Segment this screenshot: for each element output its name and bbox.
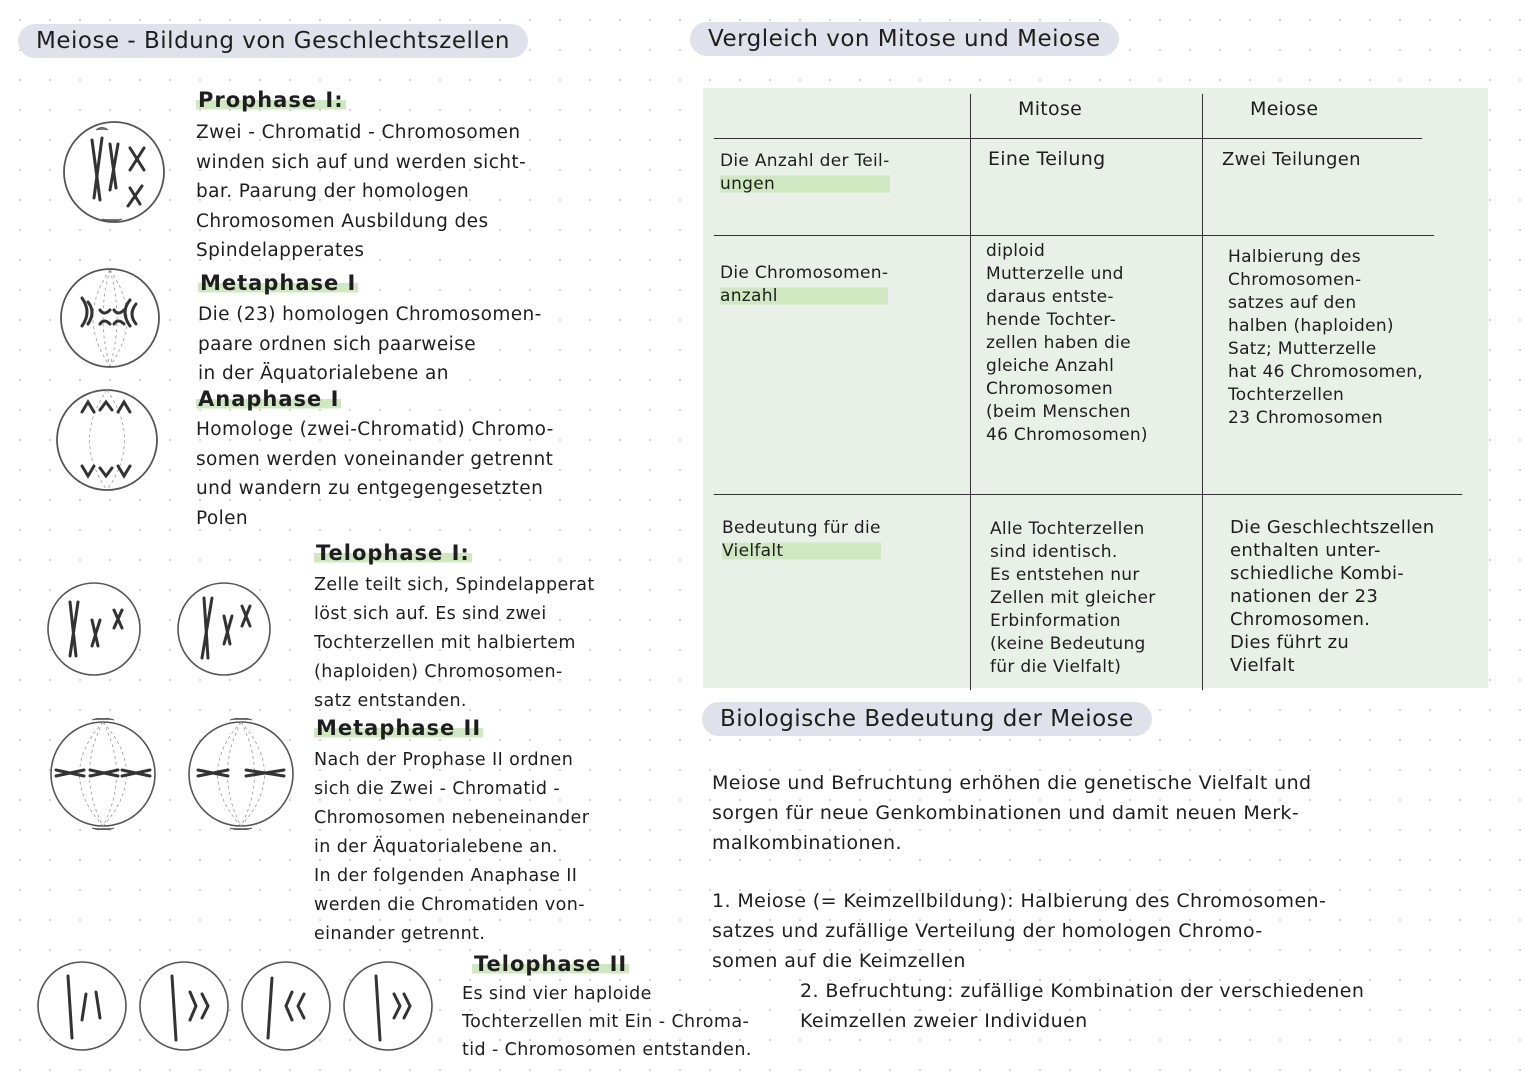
biology-intro: Meiose und Befruchtung erhöhen die genetische Vielfalt und sorgen für neue Genkombinationen und damit neuen Merk- malkombinationen. bbox=[712, 772, 1312, 854]
biology-point-2: 2. Befruchtung: zufällige Kombination der verschiedenen Keimzellen zweier Individuen bbox=[800, 980, 1365, 1032]
row1-meiose: Zwei Teilungen bbox=[1222, 149, 1361, 170]
cell-metaphase1-illustration bbox=[56, 266, 164, 370]
anaphase1-text: Homologe (zwei-Chromatid) Chromo- somen werden voneinander getrennt und wandern zu entgegengesetzten Polen bbox=[196, 419, 554, 529]
table-divider-h1 bbox=[714, 138, 1422, 139]
biology-title: Biologische Bedeutung der Meiose bbox=[702, 702, 1152, 736]
prophase1-heading: Prophase I: bbox=[198, 88, 344, 112]
row-label-teilungen: Die Anzahl der Teil- ungen bbox=[720, 151, 890, 194]
prophase1-text: Zwei - Chromatid - Chromosomen winden sich auf und werden sicht- bar. Paarung der homologen Chromosomen Ausbildung des Spindelapperates bbox=[196, 122, 527, 261]
cell-anaphase1-illustration bbox=[52, 386, 162, 494]
metaphase2-text: Nach der Prophase II ordnen sich die Zwei - Chromatid - Chromosomen nebeneinander in der Äquatorialebene an. In der folgenden Anaphase II werden die Chromatiden von- einander getrennt. bbox=[314, 750, 590, 944]
cell-telophase1-illustration-b bbox=[172, 580, 276, 678]
metaphase1-heading: Metaphase I bbox=[200, 271, 357, 295]
metaphase2-heading: Metaphase II bbox=[316, 716, 482, 740]
row2-meiose: Halbierung des Chromosomen- satzes auf den halben (haploiden) Satz; Mutterzelle hat 46 Chromosomen, Tochterzellen 23 Chromosomen bbox=[1228, 247, 1424, 428]
table-divider-v2 bbox=[1202, 94, 1203, 690]
row-label-chromosomenanzahl: Die Chromosomen- anzahl bbox=[720, 263, 889, 306]
telophase2-heading: Telophase II bbox=[474, 952, 628, 976]
cell-telophase1-illustration-a bbox=[42, 580, 146, 678]
cell-telophase2-illustration-3 bbox=[238, 958, 334, 1054]
table-divider-v1 bbox=[970, 94, 971, 690]
row1-mitose: Eine Teilung bbox=[988, 148, 1106, 170]
row3-meiose: Die Geschlechtszellen enthalten unter- schiedliche Kombi- nationen der 23 Chromosomen. Dies führt zu Vielfalt bbox=[1230, 517, 1435, 676]
table-header-meiose: Meiose bbox=[1250, 98, 1319, 120]
table-divider-h3 bbox=[714, 494, 1462, 495]
row2-mitose: diploid Mutterzelle und daraus entste- hende Tochter- zellen haben die gleiche Anzahl Chromosomen (beim Menschen 46 Chromosomen) bbox=[986, 241, 1148, 445]
cell-telophase2-illustration-1 bbox=[34, 958, 130, 1054]
biology-point-1: 1. Meiose (= Keimzellbildung): Halbierung des Chromosomen- satzes und zufällige Verteilung der homologen Chromo- somen auf die Keimzellen bbox=[712, 890, 1327, 972]
left-page-title: Meiose - Bildung von Geschlechtszellen bbox=[18, 24, 528, 58]
table-header-mitose: Mitose bbox=[1018, 98, 1083, 120]
row3-mitose: Alle Tochterzellen sind identisch. Es entstehen nur Zellen mit gleicher Erbinformation (keine Bedeutung für die Vielfalt) bbox=[990, 519, 1156, 677]
telophase2-text: Es sind vier haploide Tochterzellen mit Ein - Chroma- tid - Chromosomen entstanden. bbox=[462, 984, 752, 1060]
cell-telophase2-illustration-4 bbox=[340, 958, 436, 1054]
cell-telophase2-illustration-2 bbox=[136, 958, 232, 1054]
cell-metaphase2-illustration-b bbox=[184, 718, 298, 830]
anaphase1-heading: Anaphase I bbox=[198, 387, 340, 411]
cell-metaphase2-illustration-a bbox=[46, 718, 160, 830]
comparison-title: Vergleich von Mitose und Meiose bbox=[690, 22, 1119, 56]
telophase1-heading: Telophase I: bbox=[316, 541, 470, 565]
cell-prophase1-illustration bbox=[58, 118, 170, 226]
row-label-vielfalt: Bedeutung für die Vielfalt bbox=[722, 518, 881, 561]
telophase1-text: Zelle teilt sich, Spindelapperat löst sich auf. Es sind zwei Tochterzellen mit halbiertem (haploiden) Chromosomen- satz entstanden. bbox=[314, 575, 595, 711]
metaphase1-text: Die (23) homologen Chromosomen- paare ordnen sich paarweise in der Äquatorialebene an bbox=[198, 304, 542, 384]
table-divider-h2 bbox=[714, 235, 1434, 236]
